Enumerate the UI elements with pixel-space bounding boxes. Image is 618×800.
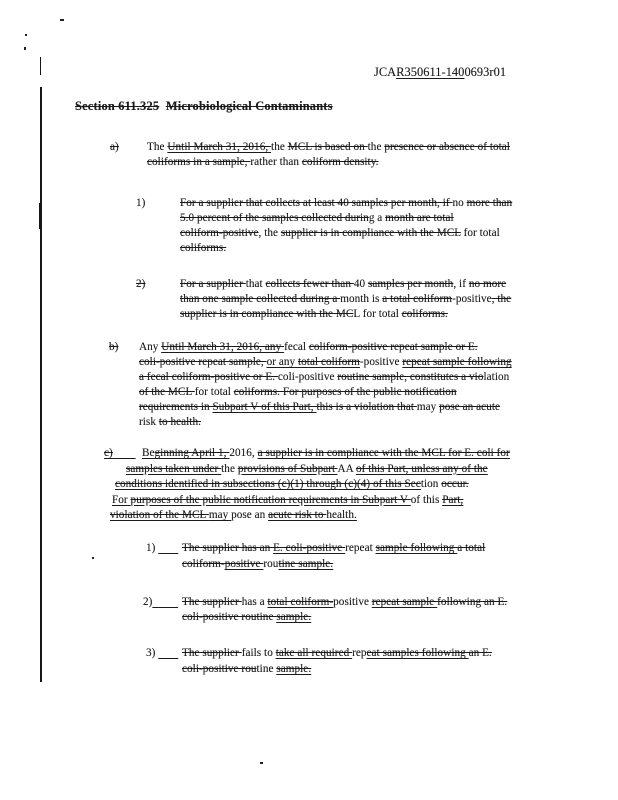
text-segment: g a (368, 212, 386, 224)
text-segment: lation (483, 371, 510, 383)
text-segment: routine sample, (337, 371, 410, 383)
text-segment: a) (110, 141, 119, 153)
item-c-line-3 (115, 478, 469, 491)
item-a1-label (136, 197, 145, 210)
text-segment: in Subpart V (350, 493, 411, 506)
text-segment: more than (466, 197, 513, 209)
item-a1-line-2 (180, 212, 454, 225)
text-segment: the (221, 462, 238, 475)
item-c-line-1 (142, 447, 510, 460)
text-segment: L for total (353, 308, 402, 320)
text-segment: MCL is based on (287, 141, 368, 153)
text-segment: for total (460, 227, 500, 239)
text-segment: risk (139, 416, 159, 428)
item-b-line-4 (139, 386, 457, 399)
text-segment: a total coliform (382, 293, 453, 305)
text-segment: tine (256, 663, 277, 675)
scan-artifact-speck (92, 557, 94, 559)
text-segment: conditions identified in subsections (c)(1) through (c)(4) of this Sec (115, 478, 421, 490)
text-segment: no more (468, 278, 507, 290)
text-segment: of this Part, unless (355, 462, 443, 475)
text-segment: repeat sample or E. (390, 341, 478, 353)
text-segment (159, 99, 166, 113)
text-segment: R350611-140 (396, 65, 465, 79)
text-segment: of this (410, 493, 443, 506)
scan-artifact-margin-line (40, 87, 42, 682)
text-segment: b) (109, 341, 119, 353)
text-segment: The supplier (182, 647, 242, 659)
item-c-label (104, 447, 136, 460)
text-segment: -positive (452, 293, 492, 305)
text-segment: sample. (276, 663, 312, 675)
item-a2-line-3 (180, 308, 448, 321)
text-segment: positive (224, 558, 264, 570)
text-segment: take all required (275, 647, 353, 659)
item-a-line-1 (147, 141, 510, 154)
item-b-line-3 (139, 371, 509, 384)
text-segment: month is (340, 293, 383, 305)
text-segment: For a supplier (180, 278, 246, 290)
text-segment: coli-positive (277, 371, 338, 383)
text-segment: this is a violation that (316, 401, 417, 413)
text-segment: coli-positive rou (182, 663, 257, 675)
text-segment: eat samples following (366, 647, 469, 659)
text-segment: rou (263, 558, 279, 570)
text-segment (158, 542, 178, 554)
text-segment: Be (142, 447, 155, 459)
text-segment: coliform-positive (308, 341, 391, 353)
section-heading (75, 100, 333, 113)
text-segment: sample. (276, 611, 312, 623)
text-segment: coliforms. (401, 308, 448, 320)
text-segment: an E. (468, 647, 492, 659)
text-segment: has a (241, 596, 268, 608)
text-segment: AA (337, 462, 356, 475)
item-a-label (110, 141, 119, 154)
text-segment: sample following (375, 542, 458, 554)
document-number (374, 66, 506, 79)
text-segment: pose an acute (439, 401, 501, 413)
text-segment: collects fewer than (265, 278, 354, 290)
item-c2-label (143, 596, 178, 609)
text-segment: to health. (158, 416, 201, 428)
text-segment: or any (266, 356, 298, 368)
text-segment: samples per month (367, 278, 454, 290)
text-segment: , the (491, 293, 512, 305)
text-segment: coliforms in a sample, (147, 156, 251, 168)
text-segment: presence or absence (384, 141, 478, 153)
scan-artifact-margin-line-blob (39, 203, 42, 229)
item-b-line-2 (139, 356, 512, 369)
text-segment: coli-positive routine (182, 611, 277, 623)
text-segment: , if (453, 278, 469, 290)
item-a2-label (136, 278, 145, 291)
text-segment: Microbiological Contaminants (165, 99, 333, 113)
text-segment: repeat sample following (402, 356, 512, 368)
text-segment: provisions of Subpart (237, 462, 338, 475)
text-segment: supplier is in compliance with the MC (180, 308, 354, 320)
text-segment: total coliform- (267, 596, 334, 608)
text-segment: month are total (385, 212, 454, 224)
text-segment: fails to (241, 647, 276, 659)
text-segment: coliforms. (180, 242, 227, 254)
text-segment: collected during a (256, 293, 341, 305)
text-segment: The (147, 141, 168, 153)
item-c1-line-1 (182, 542, 485, 555)
text-segment: the (271, 141, 288, 153)
text-segment: tine sample. (278, 558, 334, 570)
item-b-line-5 (139, 401, 500, 414)
item-c3-line-1 (182, 647, 492, 660)
text-segment: coliform density. (301, 156, 379, 168)
item-c3-line-2 (182, 663, 311, 676)
text-segment: coliform-positive (180, 227, 259, 239)
text-segment: than one sample (180, 293, 257, 305)
text-segment: 2) (143, 596, 153, 608)
scan-artifact-speck (60, 19, 64, 21)
item-c2-line-2 (182, 611, 311, 624)
text-segment: Until March 31, 2016, any (161, 341, 285, 353)
text-segment: supplier is in compliance with the MCL (280, 227, 461, 239)
item-a2-line-1 (180, 278, 506, 291)
text-segment: total coliform (298, 356, 360, 368)
text-segment: Part, (442, 493, 464, 506)
item-b-label (109, 341, 118, 354)
item-b-line-1 (139, 341, 478, 354)
text-segment: acute risk to (268, 509, 327, 521)
text-segment: a supplier is in compliance with the MCL for E. coli for (257, 447, 510, 459)
text-segment: The supplier (182, 596, 242, 608)
item-c1-label (146, 542, 178, 555)
text-segment: 1) (136, 197, 146, 209)
text-segment: 2016, (229, 447, 258, 459)
text-segment: of the MCL (139, 386, 195, 398)
item-a2-line-2 (180, 293, 511, 306)
item-c-line-2 (126, 463, 488, 476)
item-b-line-6 (139, 416, 201, 429)
text-segment: for total (194, 386, 234, 398)
text-segment: health. (326, 509, 357, 521)
text-segment: Section 611.325 (75, 99, 160, 113)
text-segment: that (245, 278, 266, 290)
text-segment: For a supplier that collects at least 40 samples per month, if (180, 197, 453, 209)
scan-artifact-speck (24, 47, 26, 50)
item-c3-label (146, 647, 178, 660)
text-segment (113, 447, 136, 459)
text-segment: following an E. (437, 596, 508, 608)
text-segment: violation of the MCL (110, 509, 209, 521)
text-segment: repeat (345, 542, 376, 554)
item-c1-line-2 (182, 558, 333, 571)
text-segment: , the (258, 227, 281, 239)
text-segment: repeat sample (371, 596, 438, 608)
text-segment: of total (477, 141, 510, 153)
scan-artifact-speck (260, 762, 263, 764)
text-segment: For (112, 493, 131, 506)
text-segment: may (416, 401, 440, 413)
text-segment: JCA (374, 65, 397, 79)
text-segment: notification requirements (233, 493, 351, 506)
text-segment: notification (404, 386, 457, 398)
text-segment: purposes of the public (130, 493, 234, 506)
text-segment: positive (333, 596, 372, 608)
text-segment: tion (420, 478, 442, 490)
scan-artifact-margin-line-top (40, 57, 41, 75)
text-segment: pose an (231, 509, 269, 521)
text-segment: E. coli-positive (273, 542, 346, 554)
text-segment: Subpart V of this Part, (212, 401, 317, 413)
text-segment: has an (241, 542, 274, 554)
item-a-line-2 (147, 156, 378, 169)
text-segment: ginning April 1, (154, 447, 230, 459)
item-a1-line-1 (180, 197, 512, 210)
text-segment: occur. (441, 478, 469, 490)
text-segment: 0693r01 (464, 65, 507, 79)
text-segment: The supplier (182, 542, 242, 554)
text-segment: fecal (284, 341, 309, 353)
text-segment: rather than (250, 156, 302, 168)
text-segment: rep (352, 647, 367, 659)
text-segment: samples taken under (126, 462, 222, 475)
text-segment: the (367, 141, 385, 153)
scan-artifact-speck (25, 34, 27, 36)
text-segment: 2) (136, 278, 146, 290)
text-segment: no (452, 197, 467, 209)
text-segment: 40 (353, 278, 368, 290)
text-segment: coliform- (182, 558, 225, 570)
text-segment: any of the (442, 462, 488, 475)
item-a1-line-4 (180, 242, 226, 255)
text-segment: Until March 31, 2016, (167, 141, 272, 153)
text-segment: Any (139, 341, 162, 353)
text-segment: -positive (359, 356, 403, 368)
text-segment: coli-positive repeat sample, (139, 356, 267, 368)
item-a1-line-3 (180, 227, 500, 240)
text-segment: requirements in (139, 401, 213, 413)
text-segment: a total (457, 542, 486, 554)
text-segment (158, 647, 178, 659)
item-c-line-4 (112, 494, 463, 507)
text-segment: may (208, 509, 232, 521)
text-segment (152, 596, 178, 608)
text-segment: c) (104, 447, 113, 459)
text-segment: 1) (146, 542, 159, 554)
text-segment: 5.0 percent of the samples collected durin (180, 212, 369, 224)
text-segment: constitutes a vio (409, 371, 484, 383)
text-segment: 3) (146, 647, 159, 659)
text-segment: a fecal coliform-positive or E. (139, 371, 278, 383)
text-segment: coliforms. For purposes of the public (233, 386, 405, 398)
item-c2-line-1 (182, 596, 507, 609)
item-c-line-5 (110, 509, 357, 522)
